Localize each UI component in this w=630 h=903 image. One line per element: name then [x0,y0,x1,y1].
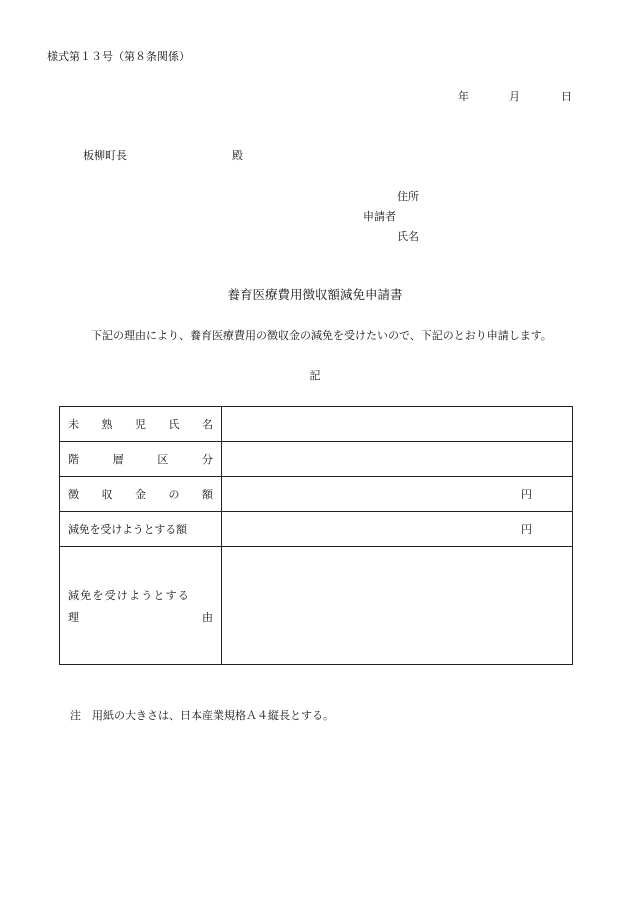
row-label-reduction-amount [60,512,222,547]
row-label-collection-amount [60,477,222,512]
date-line [458,91,571,103]
reduction-amount-field[interactable] [222,512,573,547]
label-char: 児 [135,418,146,431]
name-label: 氏名 [397,230,419,243]
footnote: 注 用紙の大きさは、日本産業規格Ａ４縦長とする。 [70,709,334,722]
year-label: 年 [458,90,469,103]
reason-label-line1 [68,587,213,603]
label-char: の [168,488,180,501]
intro-text: 下記の理由により、養育医療費用の徴収金の減免を受けたいので、下記のとおり申請します。 [91,329,552,342]
table-row [60,442,573,477]
label-char: 額 [202,488,213,501]
document-title: 養育医療費用徴収額減免申請書 [227,287,403,302]
row-label-class [60,442,222,477]
row-label-reason [60,547,222,665]
addressee-suffix: 殿 [232,149,243,162]
label-char: 由 [202,610,213,624]
reason-field[interactable] [222,547,573,665]
row-label-child-name [60,407,222,442]
collection-amount-field[interactable] [222,477,573,512]
label-text: 減免を受けようとする [68,588,190,602]
day-label: 日 [561,90,572,103]
label-char: 未 [68,418,79,431]
label-char: 理 [68,610,79,624]
label-char: 金 [135,488,146,501]
label-char: 収 [101,488,113,501]
label-char: 階 [68,453,79,466]
label-char: 分 [201,453,213,466]
label-char: 区 [157,453,169,466]
reason-label-line2 [68,609,213,625]
label-text: 減免を受けようとする額 [68,523,187,536]
addressee: 板柳町長 [83,149,127,162]
form-number: 様式第１３号（第８条関係） [47,50,190,63]
table-row [60,407,573,442]
class-field[interactable] [222,442,573,477]
ki-heading: 記 [309,369,321,382]
label-char: 層 [112,453,124,466]
label-char: 徴 [68,488,79,501]
applicant-label: 申請者 [363,210,396,223]
month-label: 月 [509,90,520,103]
label-char: 熟 [101,418,113,431]
yen-unit: 円 [521,523,532,536]
yen-unit: 円 [521,488,532,501]
table-row [60,477,573,512]
label-char: 名 [202,418,213,431]
table-row [60,512,573,547]
address-label: 住所 [397,190,419,203]
label-char: 氏 [168,418,180,431]
application-table [59,406,573,665]
table-row [60,547,573,665]
child-name-field[interactable] [222,407,573,442]
